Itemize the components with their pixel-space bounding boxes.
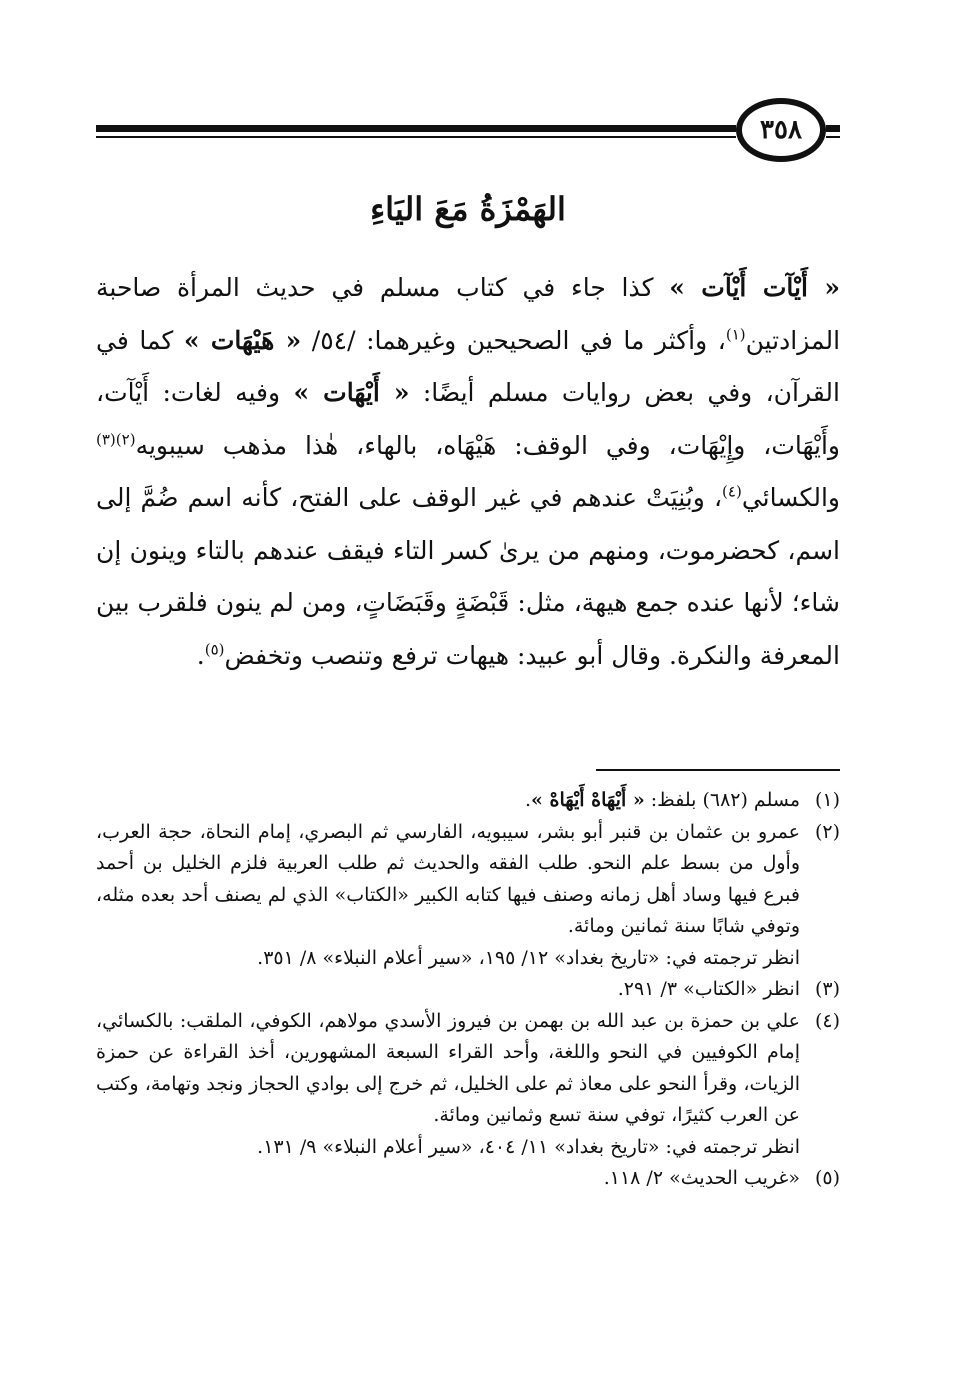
footnote-ref-1[interactable]: (١): [725, 325, 746, 344]
footnote-text: انظر «الكتاب» ٣/ ٢٩١.: [617, 978, 800, 1000]
footnote-ref-5[interactable]: (٥): [204, 640, 225, 659]
footnote-ref-2-3[interactable]: (٢)(٣): [96, 430, 136, 449]
footnote-number: (١): [814, 789, 840, 811]
footnote-separator: [596, 769, 840, 771]
footnote-ref-4[interactable]: (٤): [722, 482, 742, 501]
footnote-text: علي بن حمزة بن عبد الله بن بهمن بن فيروز الأسدي مولاهم، الكوفي، الملقب: بالكسائي، إمام الكوفيين في النحو واللغة، وأحد القراء السبعة المشهورين، أخذ القراءة عن حمزة الزيات، وقرأ النحو على معاذ ثم على الخليل، ثم خرج إلى بوادي الحجاز ونجد وتهامة، وكتب عن العرب كثيرًا، توفي سنة تسع وثمانين ومائة.: [96, 1009, 800, 1126]
body-text-2: ، وأكثر ما في الصحيحين وغيرهما: /٥٤/: [301, 325, 726, 355]
footnote-text: مسلم (٦٨٢) بلفظ:: [644, 789, 800, 811]
footnote-2: [96, 817, 840, 975]
footnote-number: (٣): [814, 978, 840, 1000]
footnote-number: (٢): [814, 820, 840, 843]
footnote-term: « أَيْهَاهْ أَيْهَاهْ »: [531, 789, 645, 811]
footnote-reference: انظر ترجمته في: «تاريخ بغداد» ١٢/ ١٩٥، «سير أعلام النبلاء» ٨/ ٣٥١.: [257, 946, 800, 969]
page-title: الهَمْزَةُ مَعَ اليَاءِ: [370, 190, 566, 228]
header-rule-right: [826, 125, 840, 132]
term-hayhat: « هَيْهَات »: [183, 325, 302, 355]
header-rule-thin: [96, 136, 736, 138]
page-number: ٣٥٨: [736, 98, 826, 162]
header-rule: [96, 125, 736, 132]
header-rule-right-thin: [826, 136, 840, 138]
footnotes: [96, 785, 840, 1195]
body-text-3: كما في القرآن، وفي بعض روايات مسلم أيضًا:: [96, 325, 840, 407]
body-text-4: وفيه لغات: أَيْآت، وأَيْهَات، وإِيْهَات، وفي الوقف: هَيْهَاه، بالهاء، هٰذا مذهب سيبويه: [96, 378, 840, 460]
footnote-number: (٤): [814, 1009, 840, 1032]
footnote-text: عمرو بن عثمان بن قنبر أبو بشر، سيبويه، الفارسي ثم البصري، إمام النحاة، حجة العرب، وأول من بسط علم النحو. طلب الفقه والحديث ثم طلب العربية فلزم الخليل بن أحمد فبرع فيها وساد أهل زمانه وصنف فيها كتابه الكبير «الكتاب» الذي لم يصنف أحد بعده مثله، وتوفي شابًا سنة ثمانين ومائة.: [96, 820, 800, 937]
term-ayat: « أَيْآت أَيْآت »: [669, 273, 840, 302]
footnote-number: (٥): [814, 1167, 840, 1189]
body-text-1: كذا جاء في كتاب مسلم في حديث المرأة صاحبة المزادتين: [96, 273, 841, 355]
footnote-tail: .: [524, 789, 531, 811]
term-ayhat: « أَيْهَات »: [293, 378, 410, 407]
footnote-text: «غريب الحديث» ٢/ ١١٨.: [603, 1167, 800, 1189]
body-text-6: ، وبُنِيَتْ عندهم في غير الوقف على الفتح، كأنه اسم ضُمَّ إلى اسم، كحضرموت، ومنهم من يرىٰ كسر التاء فيقف عندهم بالتاء وينون إن شاء؛ لأنها عنده جمع هيهة، مثل: قَبْضَةٍ وقَبَضَاتٍ، ومن لم ينون فلقرب بين المعرفة والنكرة. وقال أبو عبيد: هيهات ترفع وتنصب وتخفض: [96, 483, 840, 670]
body-text-5: والكسائي: [741, 483, 840, 512]
footnote-1: [96, 785, 840, 817]
body-text-end: .: [196, 640, 205, 670]
footnote-reference: انظر ترجمته في: «تاريخ بغداد» ١١/ ٤٠٤، «سير أعلام النبلاء» ٩/ ١٣١.: [257, 1135, 800, 1158]
footnote-4: [96, 1006, 840, 1164]
footnote-5: [96, 1163, 840, 1195]
main-paragraph: [96, 262, 840, 682]
footnote-3: [96, 974, 840, 1006]
